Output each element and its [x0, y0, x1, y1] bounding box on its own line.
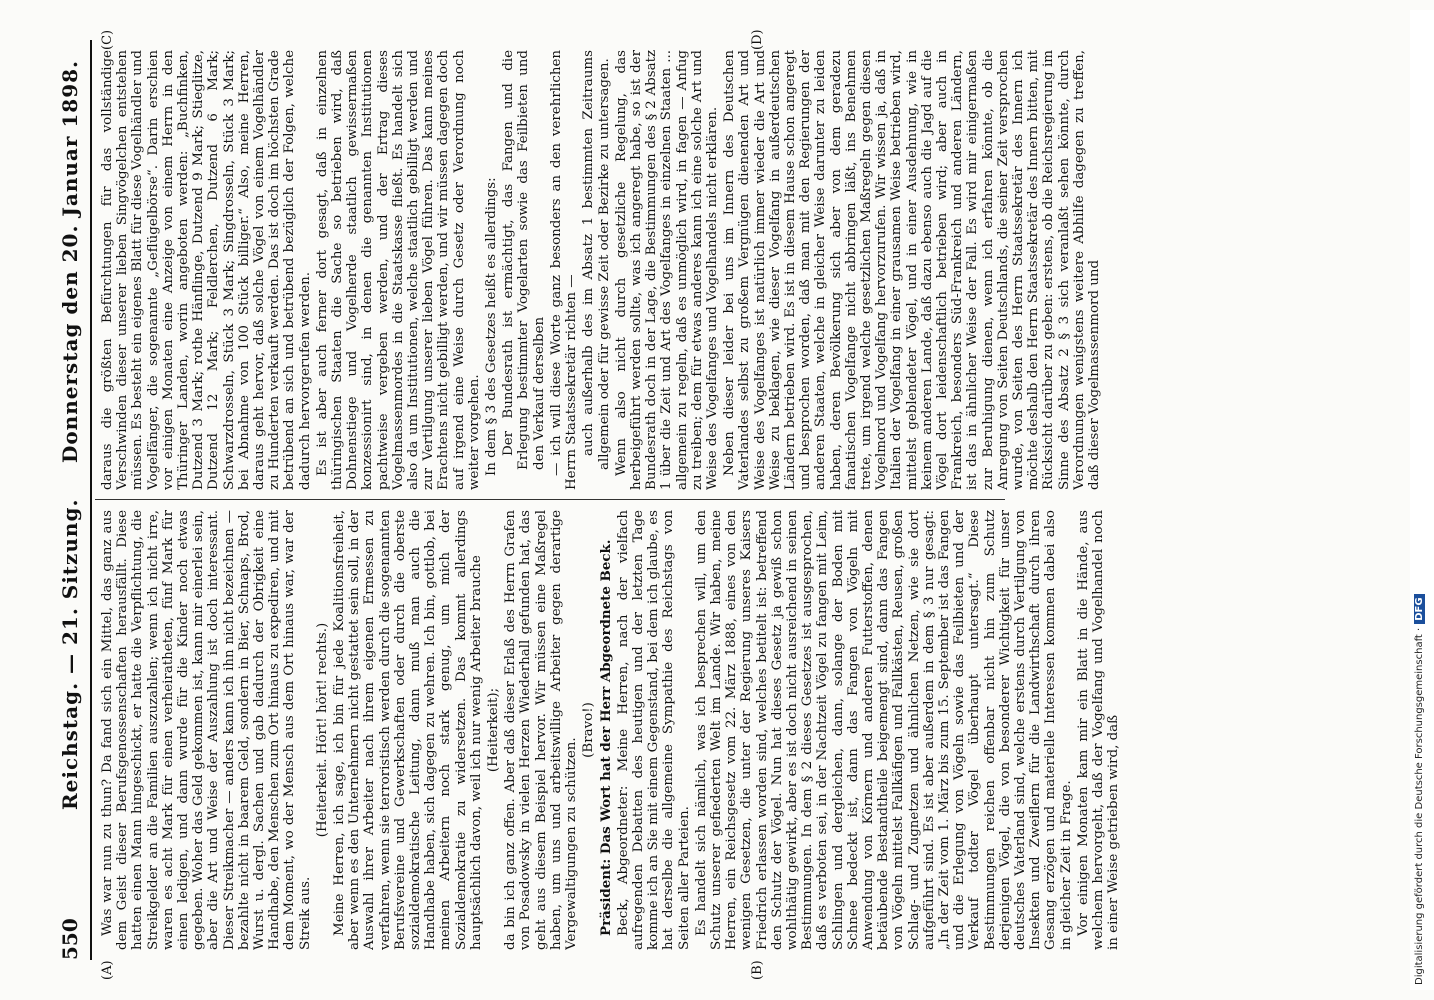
- right-column: [100, 50, 1380, 490]
- interjection: (Heiterkeit. Hört! hört! rechts.): [314, 622, 330, 838]
- quote: Der Bundesrath ist ermächtigt, das Fangen und die Erlegung bestimmter Vogelarten sowie das Feilbieten und den Verkauf derselben: [501, 50, 547, 470]
- paragraph: daraus die größten Befürchtungen für das vollständige Verschwinden dieser unserer lieben Singvögelchen entstehen müssen. Es besteht ein eigenes Blatt für diese Vogelhändler und Vogelfänger, die sogenannte „Geflügelbörse“. Darin erschien vor einigen Monaten eine Anzeige von einem Herrn in den Thüringer Landen, worin angeboten werden: „Buchfinken, Dutzend 3 Mark; rothe Hänflinge, Dutzend 9 Mark; Stieglitze, Dutzend 12 Mark; Feldlerchen, Dutzend 6 Mark; Schwarzdrosseln, Stück 3 Mark; Singdrosseln, Stück 3 Mark; bei Abnahme von 100 Stück billiger.“ Also, meine Herren, daraus geht hervor, daß solche Vögel von einem Vogelhändler zu Hunderten verkauft werden. Das ist doch im höchsten Grade betrübend an sich und betrübend bezüglich der Folgen, welche dadurch hervorgerufen werden.: [100, 50, 313, 490]
- digitization-credit-text: [1414, 594, 1425, 985]
- quote: auch außerhalb des im Absatz 1 bestimmten Zeitraums allgemein oder für gewisse Zeit oder Bezirke zu untersagen.: [581, 50, 612, 470]
- session-title: Reichstag. — 21. Sitzung.: [58, 498, 82, 810]
- speaker-line: Präsident: Das Wort hat der Herr Abgeordnete Beck.: [597, 539, 614, 936]
- paragraph: Meine Herren, ich sage, ich bin für jede Koalitionsfreiheit, aber wenn es den Unternehmern nicht gestattet sein soll, in der Auswahl ihrer Arbeiter nach ihrem eigenen Ermessen zu verfahren, wenn sie terroristisch werden durch die sogenannten Berufsvereine und Gewerkschaften oder durch die oberste sozialdemokratische Leitung, dann muß man auch die Handhabe haben, sich dagegen zu wehren. Ich bin, gottlob, bei meinen Arbeitern noch stark genug, um mich der Sozialdemokratie zu widersetzen. Das kommt allerdings hauptsächlich davon, weil ich nur wenig Arbeiter brauche: [332, 510, 484, 950]
- paragraph: Es handelt sich nämlich, was ich besprechen will, um den Schutz unserer gefiederten Welt im Lande. Wir haben, meine Herren, ein Reichsgesetz vom 22. März 1888, eines von den wenigen Gesetzen, die unter der Regierung unseres Kaisers Friedrich erlassen worden sind, welches betitelt ist: betreffend den Schutz der Vögel. Nun hat dieses Gesetz ja gewiß schon wohlthätig gewirkt, aber es ist doch nicht ausreichend in seinen Bestimmungen. In dem § 2 dieses Gesetzes ist ausgesprochen, daß es verboten sei, in der Nachtzeit Vögel zu fangen mit Leim, Schlingen und dergleichen, dann, solange der Boden mit Schnee bedeckt ist, dann das Fangen von Vögeln mit Anwendung von Körnern und anderen Futterstoffen, denen betäubende Bestandtheile beigemengt sind, dann das Fangen von Vögeln mittelst Fallkäfigen und Fallkästen, Reusen, großen Schlag- und Zugnetzen und ähnlichen Netzen, wie sie dort aufgeführt sind. Es ist aber außerdem in dem § 3 nur gesagt: „In der Zeit vom 1. März bis zum 15. September ist das Fangen und die Erlegung von Vögeln sowie das Feilbieten und der Verkauf todter Vögel überhaupt untersagt.“ Diese Bestimmungen reichen offenbar nicht hin zum Schutz derjenigen Vögel, die von besonderer Wichtigkeit für unser deutsches Vaterland sind, welche erstens durch Vertilgung von Insekten und Zweiflern für die Landwirthschaft durch ihren Gesang erzögen und materielle Interessen kommen dabei also in gleicher Zeit in Frage.: [693, 510, 1074, 950]
- paragraph: Wenn also nicht durch gesetzliche Regelung, das herbeigeführt werden sollte, was ich angeregt habe, so ist der Bundesrath doch in der Lage, die Bestimmungen des § 2 Absatz 1 über die Zeit und Art des Vogelfanges in einzelnen Staaten ... allgemein zu regeln, daß es unmöglich wird, in fagen — Anfug zu treiben; dem für etwas anderes kann ich eine solche Art und Weise des Vogelfanges und Vogelhandels nicht erklären.: [613, 50, 720, 490]
- page-number: 550: [58, 918, 82, 960]
- paragraph: Es ist aber auch ferner dort gesagt, daß in einzelnen thüringischen Staaten die Sache so betrieben wird, daß Dohnenstiege und Vogelherde staatlich gewissermaßen konzessionirt sind, in denen die genannten Institutionen pachtweise vergeben werden, und der Ertrag dieses Vogelmassenmordes in die Staatskasse fließt. Es handelt sich also da um Institutionen, welche staatlich gebilligt werden und zur Vertilgung unserer lieben Vögel führen. Das kann meines Erachtens nicht gebilligt werden, und wir müssen dagegen doch auf irgend eine Weise durch Gesetz oder Verordnung noch weiter vorgehen.: [314, 50, 482, 490]
- aside: — ich will diese Worte ganz besonders an den verehrlichen Herrn Staatssekretär richten —: [548, 50, 580, 490]
- digitization-credit: [1410, 10, 1434, 990]
- session-date: Donnerstag den 20. Januar 1898.: [58, 60, 82, 463]
- interjection: (Bravo!): [581, 702, 597, 758]
- dfg-logo: DFG: [1414, 594, 1425, 623]
- column-divider: [95, 499, 1005, 500]
- rotated-page-content: [50, 20, 1390, 980]
- paragraph: In dem § 3 des Gesetzes heißt es allerdings:: [484, 177, 500, 476]
- left-column: [100, 510, 1380, 950]
- margin-marker-d: (D): [750, 29, 765, 50]
- margin-marker-c: (C): [100, 29, 115, 50]
- credit-line: Digitalisierung gefördert durch die Deutsche Forschungsgemeinschaft ·: [1414, 627, 1425, 985]
- paragraph: Beck, Abgeordneter: Meine Herren, nach der vielfach aufregenden Debatten des heutigen und der letzten Tage komme ich an Sie mit einem Gegenstand, bei dem ich glaube, es hat derselbe die allgemeine Sympathie des Reichstags von Seiten aller Parteien.: [615, 510, 692, 950]
- paragraph: da bin ich ganz offen. Aber daß dieser Erlaß des Herrn Grafen von Posadowsky in vielen Herzen Wiederhall gefunden hat, das geht aus diesem Beispiel hervor. Wir müssen eine Maßregel haben, um uns und arbeitswillige Arbeiter gegen derartige Vergewaltigungen zu schützen.: [503, 510, 580, 950]
- page-header: [50, 40, 92, 960]
- interjection: (Heiterkeit);: [486, 687, 502, 773]
- margin-marker-a: (A): [100, 960, 115, 980]
- paragraph: Neben dieser leider bei uns im Innern des Deutschen Vaterlandes selbst zu großem Vergnügen dienenden Art und Weise des Vogelfanges ist natürlich immer wieder die Art und Weise zu beklagen, wie dieser Vogelfang in außerdeutschen Ländern betrieben wird. Es ist in diesem Hause schon angeregt und besprochen worden, daß man mit den Regierungen der anderen Staaten, welche in gleicher Weise darunter zu leiden haben, deren Bevölkerung sich aber von dem geradezu fanatischen Vogelfange nicht abbringen läßt, ins Benehmen trete, um irgend welche gesetzlichen Maßregeln gegen diesen Vogelmord und Vogelfang hervorzurufen. Wir wissen ja, daß in Italien der Vogelfang in einer grausamen Weise betrieben wird, mittelst geblendeter Vögel, und in einer Ausdehnung, wie in keinem anderen Lande, daß dazu ebenso auch die Jagd auf die Vögel dort leidenschaftlich betrieben wird; aber auch in Frankreich, besonders Süd-Frankreich und anderen Ländern, ist das in ähnlicher Weise der Fall. Es wird mir einigermaßen zur Beruhigung dienen, wenn ich erfahren könnte, ob die Anregung von Seiten Deutschlands, die seiner Zeit versprochen wurde, von Seiten des Herrn Staatssekretär des Innern ich möchte deshalb den Herrn Staatssekretär des Innern bitten, mit Rücksicht darüber zu geben: erstens, ob die Reichsregierung im Sinne des Absatz 2 § 3 sich veranlaßt sehen könnte, durch Verordnungen wenigstens weitere Abhilfe dagegen zu treffen, daß dieser Vogelmassenmord und: [722, 50, 1102, 490]
- margin-marker-b: (B): [750, 960, 765, 980]
- paragraph: Vor einigen Monaten kam mir ein Blatt in die Hände, aus welchem hervorgeht, daß der Vogelfang und Vogelhandel noch in einer Weise getrieben wird, daß: [1075, 510, 1122, 950]
- paragraph: Was war nun zu thun? Da fand sich ein Mittel, das ganz aus dem Geist dieser Berufsgenossenschaften herausfällt. Diese hatten einen Mann hingeschickt, er hatte die Verpflichtung, die Streikgelder an die Familien auszuzahlen; wenn ich nicht irre, waren es acht Mark für einen verheiratheten, fünf Mark für einen ledigen, und dann wurde für die Kinder noch etwas gegeben. Woher das Geld gekommen ist, kann mir einerlei sein, aber die Art und Weise der Auszahlung ist doch interessant. Dieser Streikmacher — anders kann ich ihn nicht bezeichnen — bezahlte nicht in baarem Geld, sondern in Bier, Schnaps, Brod, Wurst u. dergl. Sachen und gab dadurch der Obrigkeit eine Handhabe, den Menschen zum Ort hinaus zu expediren, und mit dem Moment, wo der Mensch aus dem Ort hinaus war, war der Streik aus.: [100, 510, 313, 950]
